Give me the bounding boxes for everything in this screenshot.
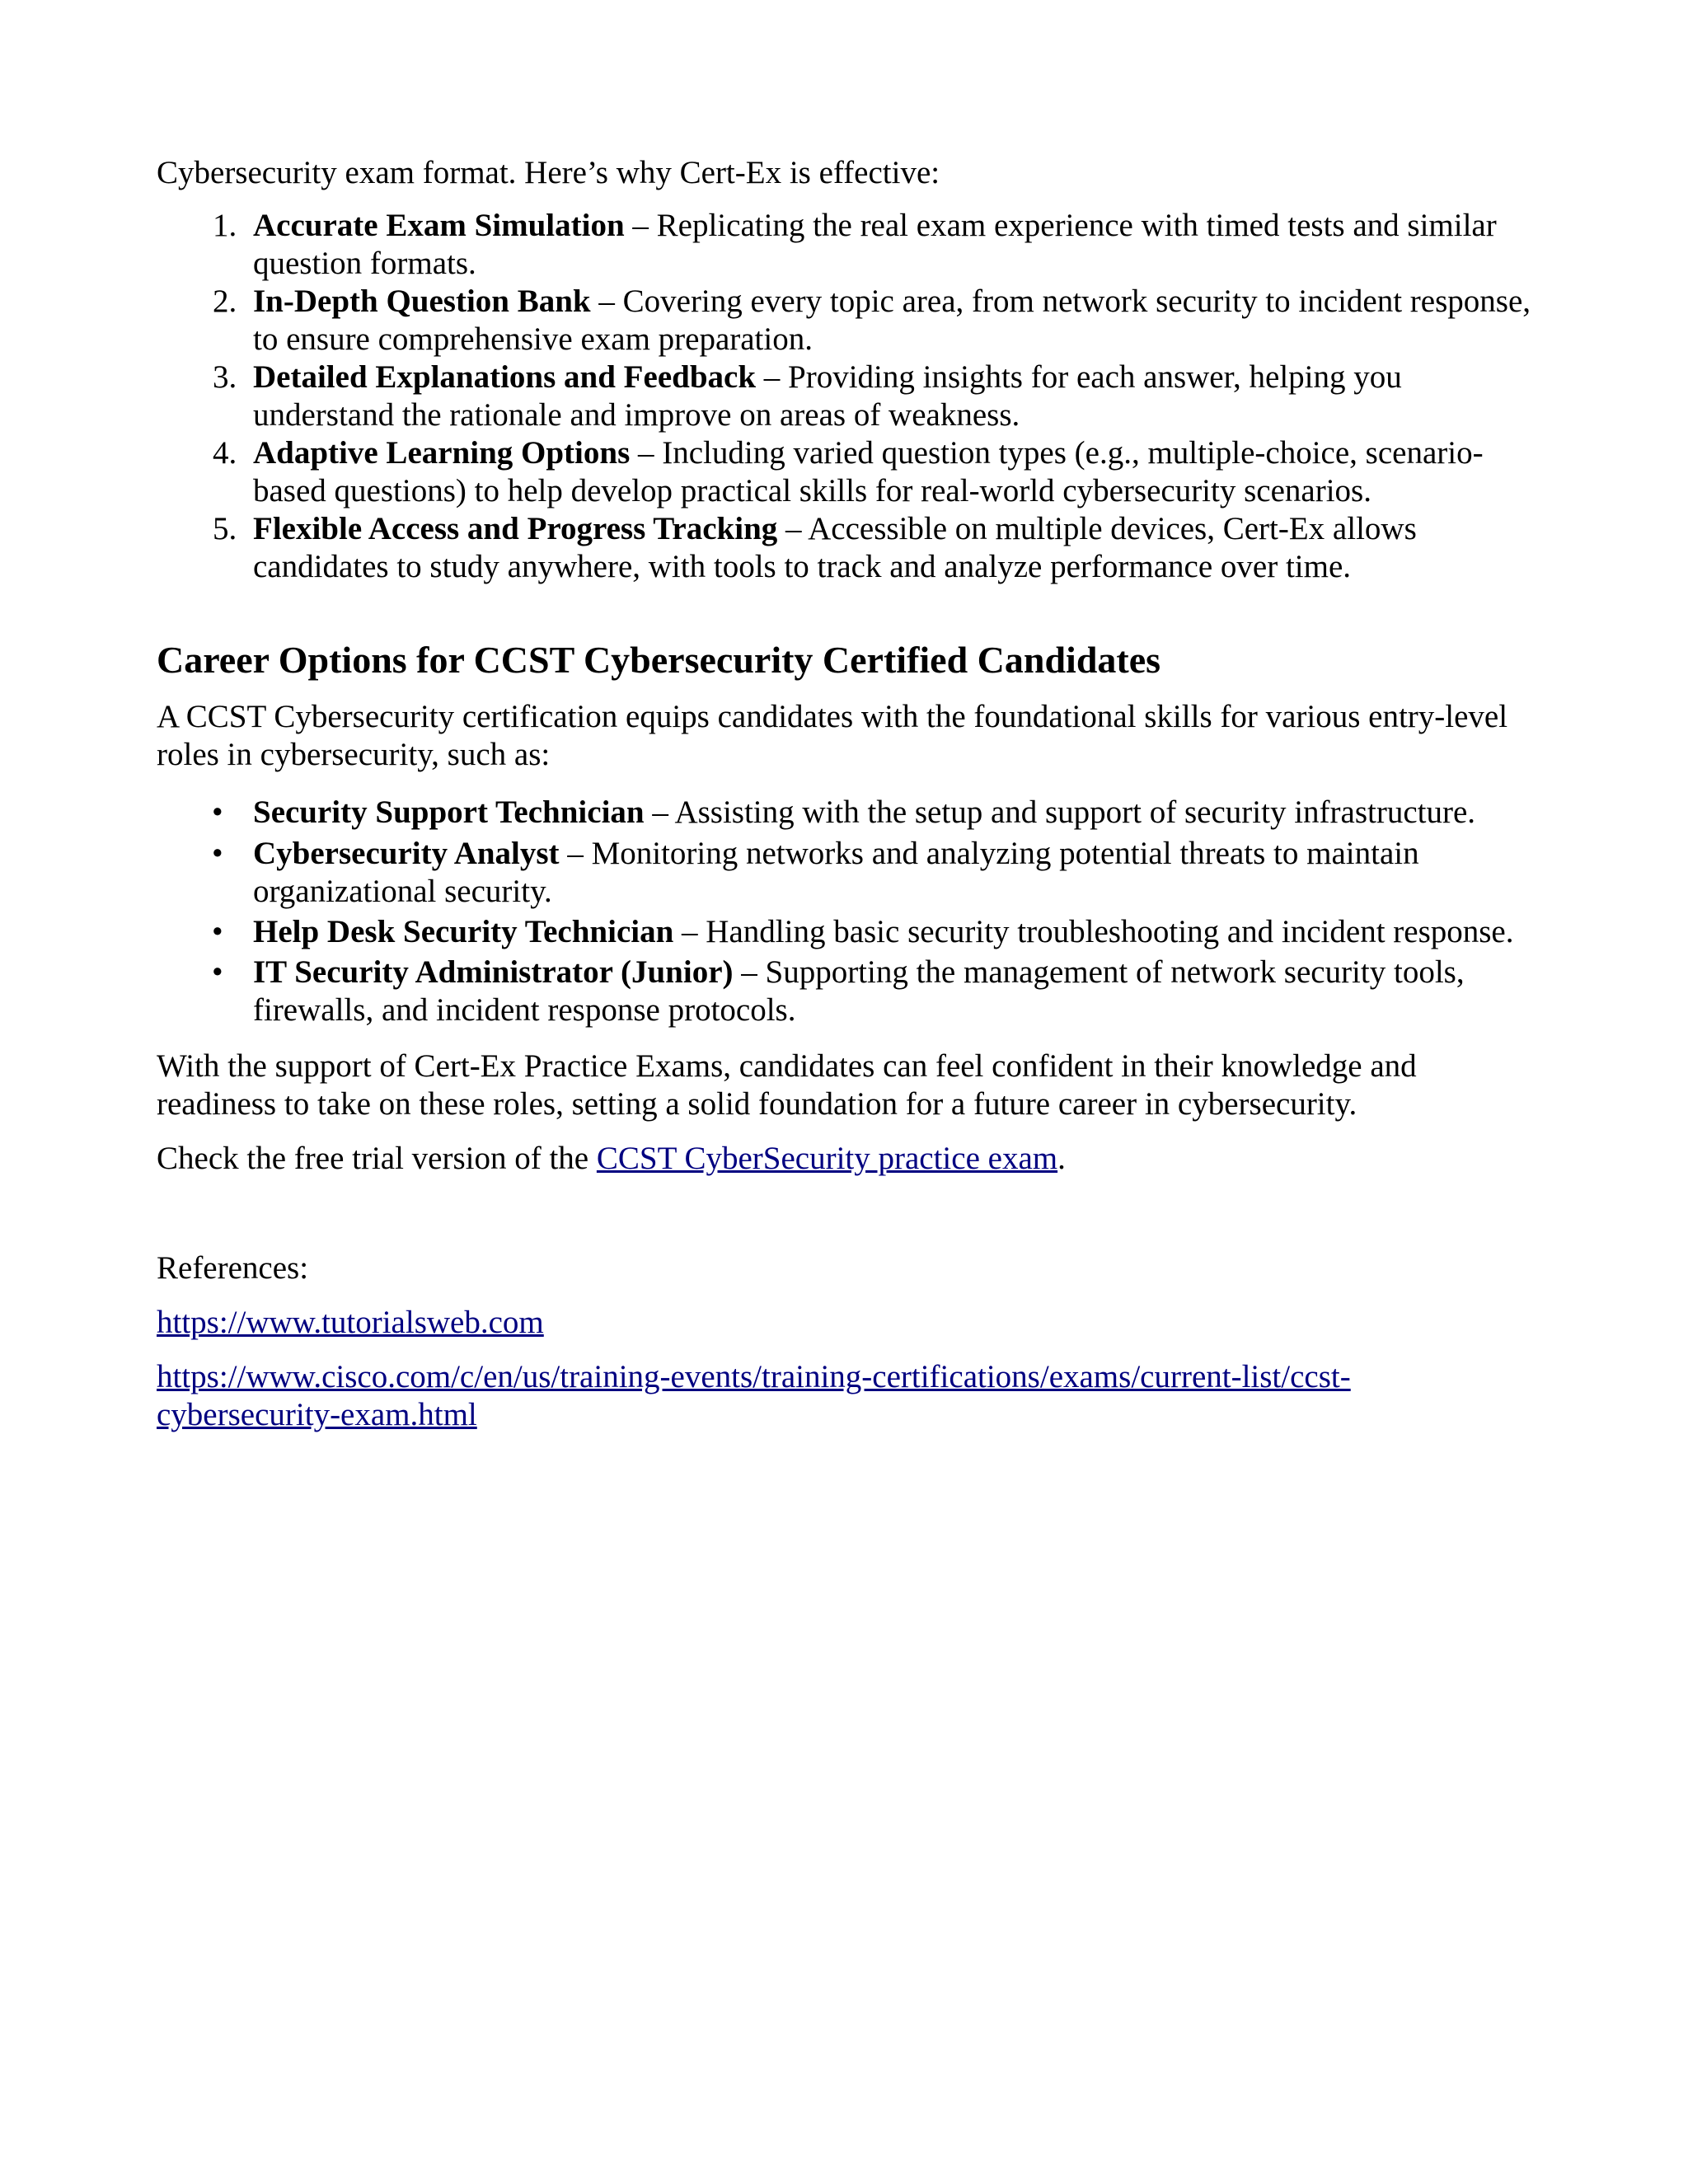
section-heading: Career Options for CCST Cybersecurity Certified Candidates <box>157 639 1161 681</box>
list-item <box>157 283 1533 359</box>
references-label: References: <box>157 1250 309 1286</box>
bullet-marker: • <box>212 836 223 871</box>
list-item <box>157 794 1533 832</box>
feature-text: – Providing insights for each answer, helping you understand the rationale and improve on areas of weakness. <box>253 359 1402 433</box>
role-title: IT Security Administrator (Junior) <box>253 954 734 990</box>
career-intro-text: A CCST Cybersecurity certification equips candidates with the foundational skills for various entry-level roles in cybersecurity, such as: <box>157 699 1508 772</box>
feature-text: – Covering every topic area, from network security to incident response, to ensure comprehensive exam preparation. <box>253 284 1531 357</box>
role-text: – Supporting the management of network security tools, firewalls, and incident response protocols. <box>253 954 1465 1028</box>
trial-paragraph <box>157 1140 1533 1178</box>
feature-title: Flexible Access and Progress Tracking <box>253 511 778 546</box>
list-item <box>157 954 1533 1029</box>
list-number: 4. <box>213 435 237 471</box>
feature-text: – Accessible on multiple devices, Cert-Ex allows candidates to study anywhere, with tools to track and analyze performance over time. <box>253 511 1417 584</box>
list-item <box>157 207 1533 283</box>
list-item <box>157 835 1533 911</box>
feature-title: In-Depth Question Bank <box>253 284 591 319</box>
list-item <box>157 913 1533 951</box>
feature-title: Accurate Exam Simulation <box>253 208 625 243</box>
role-title: Security Support Technician <box>253 794 645 830</box>
list-item <box>157 510 1533 586</box>
bullet-marker: • <box>212 914 223 949</box>
reference-link-tutorialsweb[interactable]: https://www.tutorialsweb.com <box>157 1305 544 1340</box>
role-text: – Monitoring networks and analyzing potential threats to maintain organizational security. <box>253 836 1419 909</box>
closing-paragraph: With the support of Cert-Ex Practice Exams, candidates can feel confident in their knowledge and readiness to take on these roles, setting a solid foundation for a future career in cybersecurity. <box>157 1048 1417 1122</box>
feature-text: – Replicating the real exam experience with timed tests and similar question formats. <box>253 208 1497 281</box>
trial-suffix: . <box>1057 1141 1066 1176</box>
feature-title: Detailed Explanations and Feedback <box>253 359 757 395</box>
intro-text: Cybersecurity exam format. Here’s why Cert-Ex is effective: <box>157 155 940 190</box>
role-list <box>157 794 1533 1029</box>
role-text: – Handling basic security troubleshooting and incident response. <box>673 914 1514 949</box>
list-number: 3. <box>213 359 237 395</box>
feature-title: Adaptive Learning Options <box>253 435 631 471</box>
reference-item <box>157 1358 1533 1434</box>
bullet-marker: • <box>212 954 223 990</box>
feature-text: – Including varied question types (e.g., multiple-choice, scenario-based questions) to help develop practical skills for real-world cybersecurity scenarios. <box>253 435 1484 509</box>
reference-link-cisco[interactable]: https://www.cisco.com/c/en/us/training-events/training-certifications/exams/current-list/ccst-cybersecurity-exam.html <box>157 1359 1351 1432</box>
feature-list <box>157 207 1533 586</box>
role-title: Cybersecurity Analyst <box>253 836 560 871</box>
role-text: – Assisting with the setup and support of security infrastructure. <box>644 794 1476 830</box>
list-item <box>157 434 1533 510</box>
document-page <box>157 154 1533 1451</box>
list-number: 5. <box>213 511 237 546</box>
list-number: 1. <box>213 208 237 243</box>
bullet-marker: • <box>212 794 223 830</box>
reference-item <box>157 1304 1533 1342</box>
practice-exam-link[interactable]: CCST CyberSecurity practice exam <box>596 1141 1058 1176</box>
list-item <box>157 359 1533 434</box>
list-number: 2. <box>213 284 237 319</box>
trial-prefix: Check the free trial version of the <box>157 1141 597 1176</box>
role-title: Help Desk Security Technician <box>253 914 674 949</box>
